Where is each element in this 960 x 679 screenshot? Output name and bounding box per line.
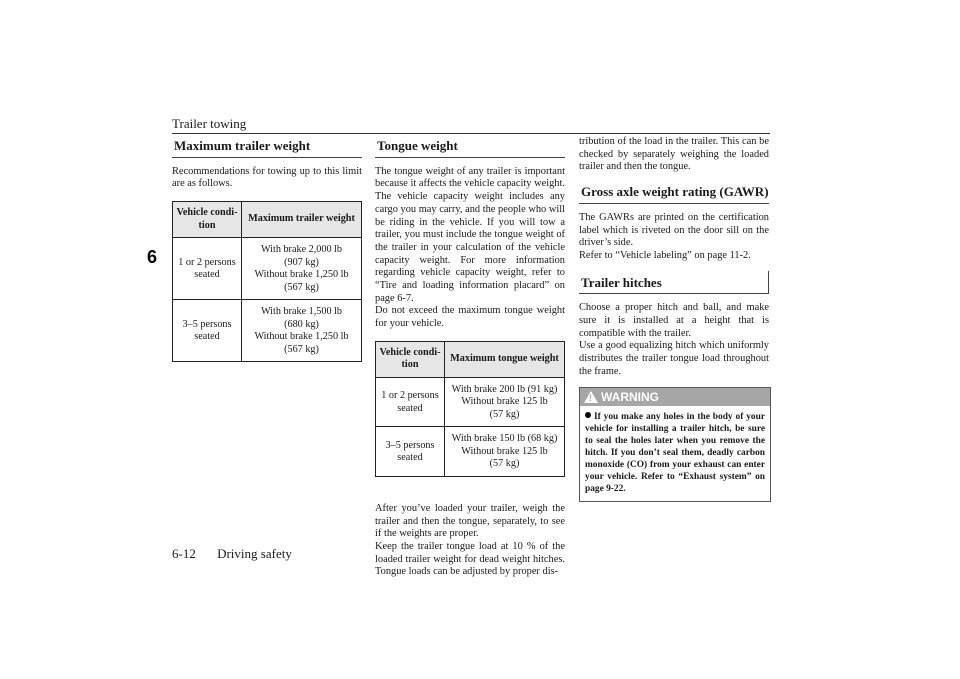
weight-line: (57 kg): [489, 408, 520, 420]
weight-line: Without brake 125 lb: [461, 396, 548, 408]
table-header-row: [376, 341, 565, 377]
trailer-weight-table: [172, 201, 362, 362]
weight-line: With brake 2,000 lb: [260, 244, 343, 256]
column-header-condition: Vehicle condi-tion: [376, 341, 445, 377]
hitch-paragraph: Choose a proper hitch and ball, and make sure it is installed at a height that is compatible with the trailer.: [579, 302, 769, 339]
table-row: [173, 238, 362, 300]
gawr-reference: Refer to “Vehicle labeling” on page 11-2.: [579, 249, 751, 261]
weight-line: Without brake 1,250 lb: [254, 331, 349, 343]
tongue-weight-table: [375, 341, 565, 477]
cell-condition: 1 or 2 persons seated: [173, 238, 242, 300]
warning-header: [580, 388, 770, 407]
column-gawr-hitches: [579, 134, 769, 502]
warning-text: If you make any holes in the body of your vehicle for installing a trailer hitch, be sure to seal the holes later when you remove the hitch. If you don’t seal them, deadly carbon monoxide (CO) from your exhaust can enter your vehicle. Refer to “Exhaust system” on page 9-22.: [585, 412, 765, 495]
warning-label: WARNING: [601, 389, 659, 404]
cell-weight: [242, 238, 362, 300]
weight-line: Without brake 125 lb: [461, 445, 548, 457]
weight-line: (57 kg): [489, 458, 520, 470]
tongue-load-paragraph: Keep the trailer tongue load at 10 % of the loaded trailer weight for dead weight hitches. Tongue loads can be adjusted by proper dis-: [375, 540, 565, 578]
weight-line: (907 kg): [284, 256, 319, 268]
cell-condition: 3–5 persons seated: [173, 300, 242, 362]
weight-line: (680 kg): [284, 318, 319, 330]
warning-box: [579, 387, 771, 503]
cell-weight: [445, 377, 565, 427]
cell-condition: 1 or 2 persons seated: [376, 377, 445, 427]
chapter-tab: 6: [142, 243, 162, 271]
weight-line: (567 kg): [284, 281, 319, 293]
heading-tongue-weight: Tongue weight: [375, 134, 565, 158]
page-header-title: Trailer towing: [172, 116, 247, 131]
table-header-row: [173, 202, 362, 238]
table-row: [376, 377, 565, 427]
tongue-weight-paragraph: The tongue weight of any trailer is important because it affects the vehicle capacity weight. The vehicle capacity weight includes any cargo you may carry, and the people who will be riding in the vehicle. If you will tow a trailer, you must include the tongue weight of the trailer in your calculation of the vehicle capacity weight. For more information regarding vehicle capacity weight, refer to “Tire and loading information placard” on page 6-7.: [375, 165, 565, 304]
column-tongue-weight: [375, 134, 565, 579]
table-row: [173, 300, 362, 362]
warning-triangle-icon: [584, 391, 598, 403]
weight-line: With brake 200 lb (91 kg): [451, 383, 558, 395]
page-footer: [172, 546, 310, 562]
tongue-weight-limit-paragraph: Do not exceed the maximum tongue weight for your vehicle.: [375, 305, 565, 330]
gawr-paragraph: The GAWRs are printed on the certification label which is riveted on the door sill on the driver’s side.: [579, 211, 769, 249]
heading-trailer-hitches: Trailer hitches: [579, 271, 769, 295]
continued-paragraph: tribution of the load in the trailer. This can be checked by separately weighing the loaded trailer and then the tongue.: [579, 136, 769, 173]
column-header-condition: Vehicle condi-tion: [173, 202, 242, 238]
cell-weight: [445, 427, 565, 477]
bullet-icon: [585, 412, 591, 418]
table-row: [376, 427, 565, 477]
intro-paragraph: Recommendations for towing up to this limit are as follows.: [172, 165, 362, 190]
footer-section: Driving safety: [217, 546, 292, 561]
weight-line: (567 kg): [284, 343, 319, 355]
heading-gawr: Gross axle weight rating (GAWR): [579, 180, 769, 204]
page-number: 6-12: [172, 546, 196, 561]
equalizing-hitch-paragraph: Use a good equalizing hitch which uniformly distributes the trailer tongue load throughout the frame.: [579, 340, 769, 377]
heading-maximum-trailer-weight: Maximum trailer weight: [172, 134, 362, 158]
warning-body: [580, 406, 770, 501]
column-maximum-trailer-weight: [172, 134, 362, 362]
weight-line: With brake 150 lb (68 kg): [451, 433, 558, 445]
weight-line: With brake 1,500 lb: [260, 306, 343, 318]
cell-condition: 3–5 persons seated: [376, 427, 445, 477]
column-header-weight: Maximum trailer weight: [242, 202, 362, 238]
cell-weight: [242, 300, 362, 362]
column-header-weight: Maximum tongue weight: [445, 341, 565, 377]
weigh-trailer-paragraph: After you’ve loaded your trailer, weigh the trailer and then the tongue, separately, to see if the weights are proper.: [375, 502, 565, 540]
weight-line: Without brake 1,250 lb: [254, 269, 349, 281]
